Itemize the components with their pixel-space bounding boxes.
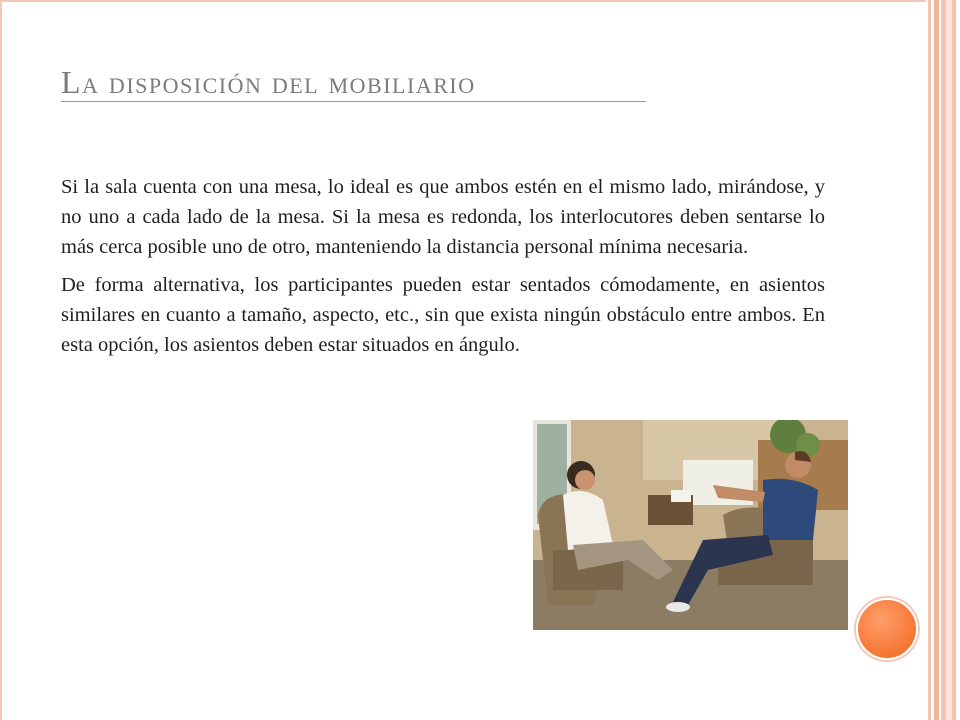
orange-circle-icon [856,598,918,660]
paragraph-1: Si la sala cuenta con una mesa, lo ideal es que ambos estén en el mismo lado, mirándose, y no uno a cada lado de la mesa. Si la mesa es redonda, los interlocutores deben sentarse lo más cerca posible uno de otro, manteniendo la distancia personal mínima necesaria. [61,176,825,258]
title-underline [61,101,646,102]
decorative-stripes [926,0,960,720]
slide-title: La disposición del mobiliario [61,64,476,100]
slide-body [61,172,825,368]
counseling-photo [533,420,848,630]
paragraph-2: De forma alternativa, los participantes pueden estar sentados cómodamente, en asientos similares en cuanto a tamaño, aspecto, etc., sin que exista ningún obstáculo entre ambos. En esta opción, los asientos deben estar situados en ángulo. [61,274,825,356]
